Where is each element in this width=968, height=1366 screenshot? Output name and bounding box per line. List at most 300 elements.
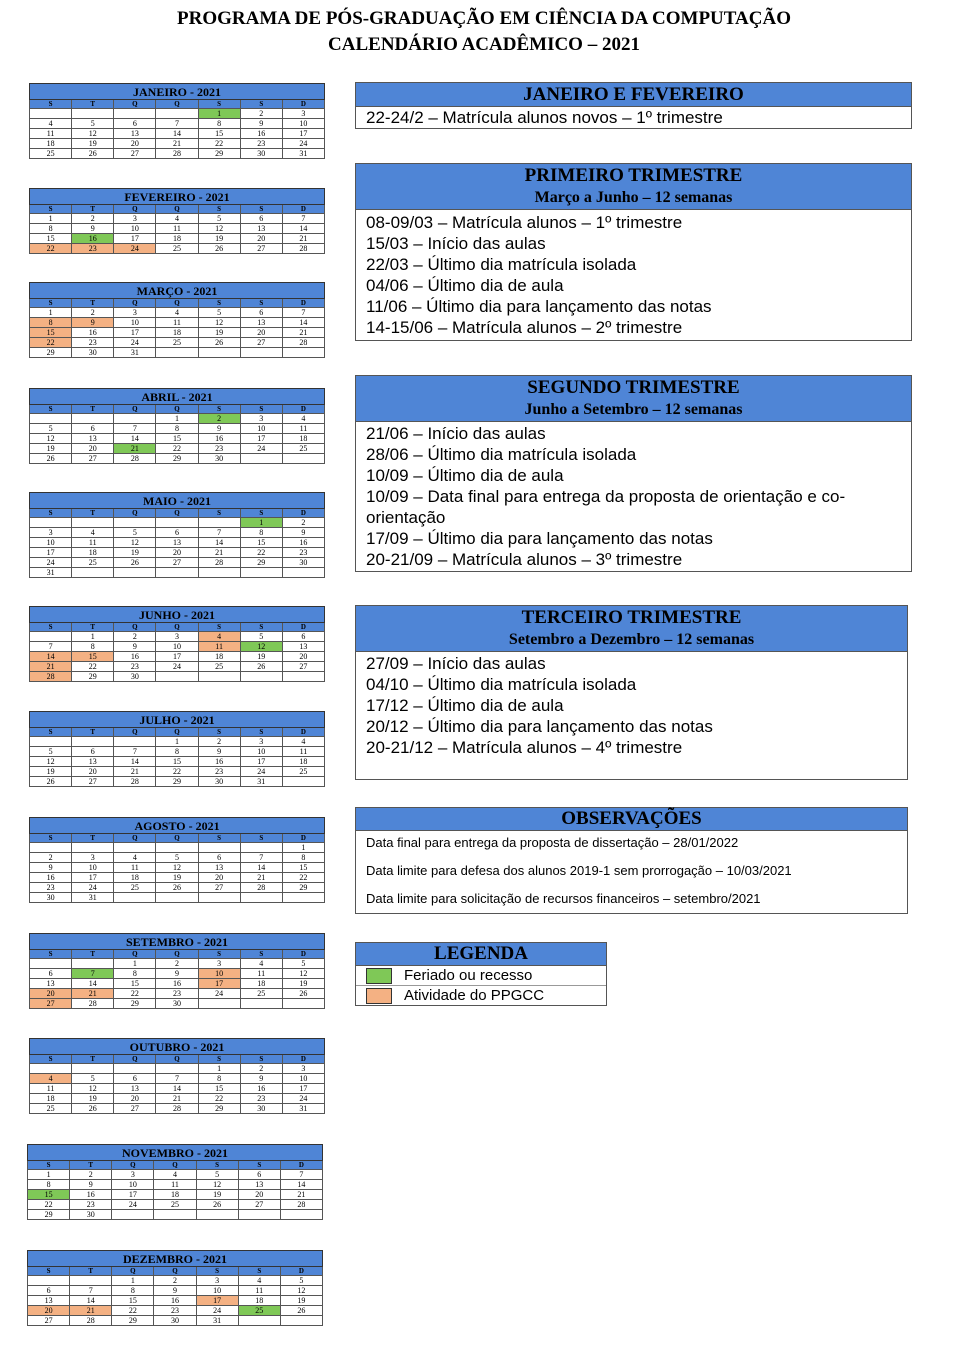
day-cell: 4 (238, 1276, 280, 1286)
tri2-title: SEGUNDO TRIMESTRE (527, 377, 740, 398)
day-cell: 3 (282, 109, 324, 119)
month-calendar (29, 83, 325, 159)
weekday-header: S (198, 205, 240, 214)
day-cell: 9 (114, 642, 156, 652)
day-cell: 14 (72, 979, 114, 989)
day-cell (72, 414, 114, 424)
month-title: SETEMBRO - 2021 (30, 934, 325, 950)
day-cell: 27 (238, 1200, 280, 1210)
day-cell (114, 737, 156, 747)
day-cell: 18 (30, 1094, 72, 1104)
day-cell: 16 (114, 652, 156, 662)
day-cell: 10 (114, 224, 156, 234)
day-cell (156, 893, 198, 903)
day-cell: 19 (30, 767, 72, 777)
day-cell: 20 (282, 652, 324, 662)
day-cell: 14 (156, 129, 198, 139)
day-cell: 2 (198, 414, 240, 424)
day-cell: 18 (282, 757, 324, 767)
day-cell: 12 (198, 224, 240, 234)
day-cell: 1 (30, 308, 72, 318)
day-cell: 27 (28, 1316, 70, 1326)
day-cell: 19 (280, 1296, 322, 1306)
week-row (30, 873, 325, 883)
day-cell: 14 (70, 1296, 112, 1306)
weekday-header: S (30, 509, 72, 518)
day-cell: 25 (30, 149, 72, 159)
day-cell: 26 (282, 989, 324, 999)
day-cell: 12 (30, 434, 72, 444)
day-cell: 29 (112, 1316, 154, 1326)
day-cell (156, 843, 198, 853)
day-cell: 24 (112, 1200, 154, 1210)
day-cell: 28 (72, 999, 114, 1009)
day-cell: 18 (156, 328, 198, 338)
day-cell: 23 (154, 1306, 196, 1316)
day-cell: 28 (30, 672, 72, 682)
day-cell: 24 (240, 767, 282, 777)
day-cell: 30 (30, 893, 72, 903)
day-cell (240, 843, 282, 853)
day-cell: 15 (72, 652, 114, 662)
day-cell: 3 (72, 853, 114, 863)
day-cell: 9 (156, 969, 198, 979)
weekday-header: Q (154, 1267, 196, 1276)
day-cell: 1 (198, 109, 240, 119)
day-cell: 30 (72, 348, 114, 358)
day-cell: 10 (114, 318, 156, 328)
day-cell: 31 (72, 893, 114, 903)
day-cell: 9 (154, 1286, 196, 1296)
day-cell: 27 (114, 1104, 156, 1114)
week-row (30, 969, 325, 979)
day-cell: 25 (198, 662, 240, 672)
weekday-header: S (240, 1055, 282, 1064)
week-row (30, 1104, 325, 1114)
week-row (30, 119, 325, 129)
day-cell: 14 (114, 434, 156, 444)
day-cell: 7 (114, 747, 156, 757)
weekday-header: Q (114, 950, 156, 959)
day-cell: 21 (114, 444, 156, 454)
day-cell: 21 (280, 1190, 322, 1200)
day-cell: 7 (156, 119, 198, 129)
day-cell: 4 (240, 959, 282, 969)
day-cell: 11 (114, 863, 156, 873)
day-cell: 28 (280, 1200, 322, 1210)
week-row (30, 747, 325, 757)
day-cell: 11 (238, 1286, 280, 1296)
day-cell: 15 (28, 1190, 70, 1200)
day-cell: 21 (282, 234, 324, 244)
week-row (30, 414, 325, 424)
day-cell: 10 (156, 642, 198, 652)
day-cell: 3 (240, 414, 282, 424)
day-cell (282, 348, 324, 358)
day-cell (156, 348, 198, 358)
day-cell (198, 999, 240, 1009)
day-cell: 1 (240, 518, 282, 528)
month-calendar (29, 388, 325, 464)
weekday-header: S (30, 728, 72, 737)
day-cell: 2 (240, 109, 282, 119)
tri1-header (356, 164, 911, 210)
day-cell (30, 737, 72, 747)
day-cell: 23 (70, 1200, 112, 1210)
jan-fev-box (355, 82, 912, 129)
week-row (30, 853, 325, 863)
month-calendar (29, 1038, 325, 1114)
day-cell (240, 999, 282, 1009)
day-cell: 10 (282, 119, 324, 129)
day-cell: 22 (156, 444, 198, 454)
day-cell: 29 (198, 1104, 240, 1114)
day-cell: 24 (114, 338, 156, 348)
weekday-header: D (282, 950, 324, 959)
day-cell (30, 632, 72, 642)
day-cell: 10 (198, 969, 240, 979)
day-cell: 16 (240, 129, 282, 139)
day-cell: 16 (72, 234, 114, 244)
week-row (30, 632, 325, 642)
day-cell: 3 (282, 1064, 324, 1074)
day-cell: 3 (112, 1170, 154, 1180)
weekday-header: S (198, 509, 240, 518)
day-cell: 14 (282, 318, 324, 328)
day-cell (282, 893, 324, 903)
day-cell: 1 (282, 843, 324, 853)
observacoes-box (355, 807, 908, 914)
day-cell: 17 (196, 1296, 238, 1306)
day-cell: 17 (198, 979, 240, 989)
day-cell: 19 (198, 234, 240, 244)
month-title: JUNHO - 2021 (30, 607, 325, 623)
day-cell: 21 (198, 548, 240, 558)
day-cell: 21 (240, 873, 282, 883)
day-cell: 16 (198, 757, 240, 767)
day-cell: 18 (154, 1190, 196, 1200)
week-row (30, 642, 325, 652)
weekday-header: T (70, 1161, 112, 1170)
weekday-header: Q (154, 1161, 196, 1170)
week-row (30, 548, 325, 558)
day-cell: 11 (282, 747, 324, 757)
day-cell: 1 (30, 214, 72, 224)
day-cell: 24 (114, 244, 156, 254)
day-cell: 31 (114, 348, 156, 358)
month-calendar (29, 817, 325, 903)
day-cell (156, 109, 198, 119)
day-cell: 23 (30, 883, 72, 893)
day-cell: 29 (198, 149, 240, 159)
day-cell: 13 (156, 538, 198, 548)
day-cell (282, 568, 324, 578)
day-cell: 20 (114, 139, 156, 149)
day-cell: 11 (240, 969, 282, 979)
week-row (28, 1276, 323, 1286)
day-cell: 18 (114, 873, 156, 883)
day-cell (114, 843, 156, 853)
day-cell: 14 (156, 1084, 198, 1094)
day-cell: 5 (280, 1276, 322, 1286)
tri3-subtitle: Setembro a Dezembro – 12 semanas (508, 631, 755, 648)
day-cell (198, 843, 240, 853)
day-cell: 22 (72, 662, 114, 672)
weekday-header: Q (114, 100, 156, 109)
day-cell: 20 (72, 767, 114, 777)
day-cell: 18 (156, 234, 198, 244)
day-cell: 5 (240, 632, 282, 642)
week-row (30, 348, 325, 358)
tri1-item: 08-09/03 – Matrícula alunos – 1º trimestre (366, 213, 683, 232)
day-cell: 26 (196, 1200, 238, 1210)
weekday-header: S (198, 405, 240, 414)
weekday-header: Q (156, 623, 198, 632)
day-cell: 8 (72, 642, 114, 652)
day-cell: 29 (156, 454, 198, 464)
month-calendar (29, 188, 325, 254)
day-cell: 9 (240, 1074, 282, 1084)
weekday-header: Q (112, 1161, 154, 1170)
day-cell: 18 (72, 548, 114, 558)
day-cell: 13 (240, 224, 282, 234)
day-cell: 12 (114, 538, 156, 548)
day-cell (30, 414, 72, 424)
month-calendar (29, 711, 325, 787)
day-cell: 2 (240, 1064, 282, 1074)
day-cell: 11 (156, 224, 198, 234)
day-cell: 22 (240, 548, 282, 558)
day-cell: 7 (156, 1074, 198, 1084)
day-cell: 17 (282, 129, 324, 139)
day-cell: 8 (156, 747, 198, 757)
day-cell: 14 (114, 757, 156, 767)
week-row (30, 528, 325, 538)
day-cell: 6 (240, 308, 282, 318)
day-cell: 3 (114, 214, 156, 224)
day-cell: 30 (114, 672, 156, 682)
week-row (30, 999, 325, 1009)
day-cell (198, 568, 240, 578)
weekday-header: S (30, 834, 72, 843)
weekday-header: Q (156, 1055, 198, 1064)
day-cell: 21 (30, 662, 72, 672)
month-title: AGOSTO - 2021 (30, 818, 325, 834)
day-cell: 9 (240, 119, 282, 129)
day-cell: 8 (28, 1180, 70, 1190)
weekday-header: Q (156, 728, 198, 737)
day-cell: 12 (282, 969, 324, 979)
day-cell: 26 (198, 244, 240, 254)
day-cell: 29 (282, 883, 324, 893)
day-cell: 11 (156, 318, 198, 328)
day-cell: 5 (198, 214, 240, 224)
weekday-header: D (282, 728, 324, 737)
day-cell: 21 (282, 328, 324, 338)
day-cell (240, 348, 282, 358)
week-row (30, 214, 325, 224)
week-row (30, 224, 325, 234)
tri3-header (356, 606, 907, 652)
day-cell: 26 (156, 883, 198, 893)
day-cell: 4 (198, 632, 240, 642)
day-cell: 7 (70, 1286, 112, 1296)
week-row (30, 518, 325, 528)
day-cell: 28 (240, 883, 282, 893)
day-cell: 6 (240, 214, 282, 224)
week-row (30, 737, 325, 747)
day-cell (28, 1276, 70, 1286)
weekday-header: S (30, 405, 72, 414)
weekday-header: T (72, 623, 114, 632)
day-cell (156, 568, 198, 578)
day-cell: 16 (30, 873, 72, 883)
day-cell: 1 (112, 1276, 154, 1286)
day-cell: 15 (198, 1084, 240, 1094)
week-row (28, 1190, 323, 1200)
day-cell: 7 (280, 1170, 322, 1180)
day-cell: 2 (30, 853, 72, 863)
tri1-box (355, 163, 912, 341)
day-cell: 9 (198, 747, 240, 757)
weekday-header: T (72, 728, 114, 737)
day-cell: 25 (282, 444, 324, 454)
day-cell: 5 (72, 1074, 114, 1084)
week-row (30, 234, 325, 244)
legenda-title: LEGENDA (356, 943, 606, 966)
day-cell (30, 109, 72, 119)
day-cell (114, 414, 156, 424)
weekday-header: S (198, 1055, 240, 1064)
weekday-header: S (198, 834, 240, 843)
weekday-header: Q (114, 834, 156, 843)
day-cell: 4 (72, 528, 114, 538)
day-cell: 5 (114, 528, 156, 538)
weekday-header: D (282, 834, 324, 843)
day-cell: 13 (198, 863, 240, 873)
day-cell: 19 (282, 979, 324, 989)
day-cell: 18 (30, 139, 72, 149)
week-row (30, 308, 325, 318)
day-cell: 13 (114, 129, 156, 139)
day-cell (114, 893, 156, 903)
day-cell: 19 (156, 873, 198, 883)
day-cell: 4 (30, 1074, 72, 1084)
day-cell: 14 (240, 863, 282, 873)
month-calendar (27, 1250, 323, 1326)
day-cell: 10 (112, 1180, 154, 1190)
weekday-header: T (72, 1055, 114, 1064)
day-cell: 18 (282, 434, 324, 444)
week-row (28, 1306, 323, 1316)
day-cell: 29 (28, 1210, 70, 1220)
day-cell: 13 (282, 642, 324, 652)
weekday-header: S (30, 950, 72, 959)
day-cell: 30 (198, 777, 240, 787)
day-cell: 9 (72, 224, 114, 234)
day-cell: 25 (238, 1306, 280, 1316)
day-cell: 28 (156, 149, 198, 159)
month-calendar (29, 606, 325, 682)
day-cell (72, 737, 114, 747)
day-cell: 3 (196, 1276, 238, 1286)
week-row (30, 328, 325, 338)
day-cell (240, 672, 282, 682)
day-cell: 13 (240, 318, 282, 328)
weekday-header: Q (114, 1055, 156, 1064)
day-cell: 4 (156, 308, 198, 318)
weekday-header: S (198, 299, 240, 308)
jan-fev-item: 22-24/2 – Matrícula alunos novos – 1º trimestre (366, 108, 723, 127)
observacao-item: Data limite para defesa dos alunos 2019-1 sem prorrogação – 10/03/2021 (366, 863, 792, 878)
day-cell: 11 (72, 538, 114, 548)
day-cell: 4 (282, 414, 324, 424)
day-cell: 22 (28, 1200, 70, 1210)
day-cell: 9 (198, 424, 240, 434)
day-cell: 15 (156, 757, 198, 767)
week-row (30, 149, 325, 159)
weekday-header: S (240, 834, 282, 843)
tri1-item: 22/03 – Último dia matrícula isolada (366, 255, 637, 274)
day-cell (240, 454, 282, 464)
weekday-header: S (240, 405, 282, 414)
day-cell: 4 (30, 119, 72, 129)
day-cell: 20 (156, 548, 198, 558)
day-cell: 23 (240, 139, 282, 149)
day-cell: 20 (240, 234, 282, 244)
day-cell: 5 (30, 747, 72, 757)
day-cell: 10 (240, 747, 282, 757)
weekday-header: T (72, 205, 114, 214)
day-cell: 26 (198, 338, 240, 348)
day-cell: 21 (156, 1094, 198, 1104)
day-cell: 6 (238, 1170, 280, 1180)
day-cell: 18 (238, 1296, 280, 1306)
day-cell (280, 1210, 322, 1220)
day-cell: 23 (198, 767, 240, 777)
day-cell: 5 (30, 424, 72, 434)
day-cell: 14 (198, 538, 240, 548)
day-cell: 22 (198, 139, 240, 149)
weekday-header: Q (114, 728, 156, 737)
weekday-header: D (282, 299, 324, 308)
day-cell: 31 (196, 1316, 238, 1326)
day-cell: 6 (156, 528, 198, 538)
day-cell: 12 (280, 1286, 322, 1296)
weekday-header: D (280, 1161, 322, 1170)
day-cell: 27 (240, 338, 282, 348)
day-cell: 13 (28, 1296, 70, 1306)
month-title: ABRIL - 2021 (30, 389, 325, 405)
week-row (30, 883, 325, 893)
day-cell: 30 (282, 558, 324, 568)
day-cell: 17 (240, 757, 282, 767)
day-cell: 31 (30, 568, 72, 578)
legend-row-activity (356, 986, 606, 1005)
day-cell: 14 (30, 652, 72, 662)
weekday-header: Q (114, 405, 156, 414)
day-cell: 10 (30, 538, 72, 548)
day-cell: 25 (156, 338, 198, 348)
day-cell: 27 (240, 244, 282, 254)
day-cell: 21 (156, 139, 198, 149)
day-cell: 16 (154, 1296, 196, 1306)
jan-fev-header (356, 83, 911, 107)
month-title: DEZEMBRO - 2021 (28, 1251, 323, 1267)
day-cell: 25 (30, 1104, 72, 1114)
week-row (30, 244, 325, 254)
day-cell: 2 (198, 737, 240, 747)
